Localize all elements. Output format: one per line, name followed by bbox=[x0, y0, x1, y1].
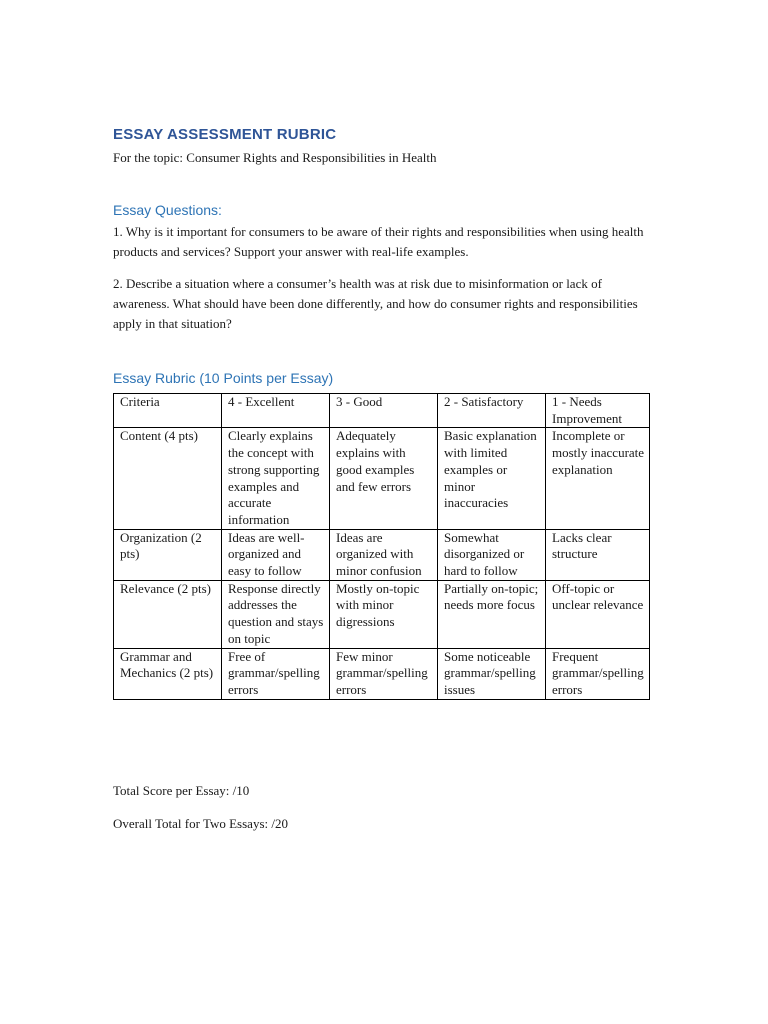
table-row bbox=[114, 428, 650, 529]
question-2: 2. Describe a situation where a consumer’s health was at risk due to misinformation or lack of awareness. What should have been done differently, and how do consumer rights and responsibilities apply in that situation? bbox=[113, 276, 638, 331]
table-cell: Off-topic or unclear relevance bbox=[546, 580, 650, 648]
table-cell: Partially on-topic; needs more focus bbox=[438, 580, 546, 648]
row-criteria-cell: Organization (2 pts) bbox=[114, 529, 222, 580]
essay-questions-heading: Essay Questions: bbox=[113, 202, 222, 218]
row-criteria-cell: Grammar and Mechanics (2 pts) bbox=[114, 648, 222, 699]
table-cell: Mostly on-topic with minor digressions bbox=[330, 580, 438, 648]
table-row bbox=[114, 529, 650, 580]
table-row bbox=[114, 648, 650, 699]
document-subtitle: For the topic: Consumer Rights and Responsibilities in Health bbox=[113, 150, 437, 165]
row-criteria-cell: Relevance (2 pts) bbox=[114, 580, 222, 648]
essay-rubric-heading: Essay Rubric (10 Points per Essay) bbox=[113, 370, 334, 386]
table-cell: Response directly addresses the question and stays on topic bbox=[222, 580, 330, 648]
header-excellent: 4 - Excellent bbox=[222, 394, 330, 428]
overall-total: Overall Total for Two Essays: /20 bbox=[113, 816, 288, 831]
table-cell: Few minor grammar/spelling errors bbox=[330, 648, 438, 699]
table-cell: Adequately explains with good examples and few errors bbox=[330, 428, 438, 529]
table-cell: Ideas are well-organized and easy to follow bbox=[222, 529, 330, 580]
question-1: 1. Why is it important for consumers to be aware of their rights and responsibilities when using health products and services? Support your answer with real-life examples. bbox=[113, 224, 644, 259]
table-cell: Lacks clear structure bbox=[546, 529, 650, 580]
table-cell: Somewhat disorganized or hard to follow bbox=[438, 529, 546, 580]
table-cell: Ideas are organized with minor confusion bbox=[330, 529, 438, 580]
header-satisfactory: 2 - Satisfactory bbox=[438, 394, 546, 428]
table-row bbox=[114, 580, 650, 648]
table-header-row bbox=[114, 394, 650, 428]
total-per-essay: Total Score per Essay: /10 bbox=[113, 783, 250, 798]
row-criteria-cell: Content (4 pts) bbox=[114, 428, 222, 529]
table-cell: Some noticeable grammar/spelling issues bbox=[438, 648, 546, 699]
table-cell: Free of grammar/spelling errors bbox=[222, 648, 330, 699]
header-good: 3 - Good bbox=[330, 394, 438, 428]
table-cell: Basic explanation with limited examples or minor inaccuracies bbox=[438, 428, 546, 529]
rubric-table bbox=[113, 393, 650, 700]
table-cell: Incomplete or mostly inaccurate explanation bbox=[546, 428, 650, 529]
header-needs-improvement: 1 - Needs Improvement bbox=[546, 394, 650, 428]
table-cell: Frequent grammar/spelling errors bbox=[546, 648, 650, 699]
header-criteria: Criteria bbox=[114, 394, 222, 428]
document-title: ESSAY ASSESSMENT RUBRIC bbox=[113, 126, 337, 143]
table-cell: Clearly explains the concept with strong supporting examples and accurate information bbox=[222, 428, 330, 529]
